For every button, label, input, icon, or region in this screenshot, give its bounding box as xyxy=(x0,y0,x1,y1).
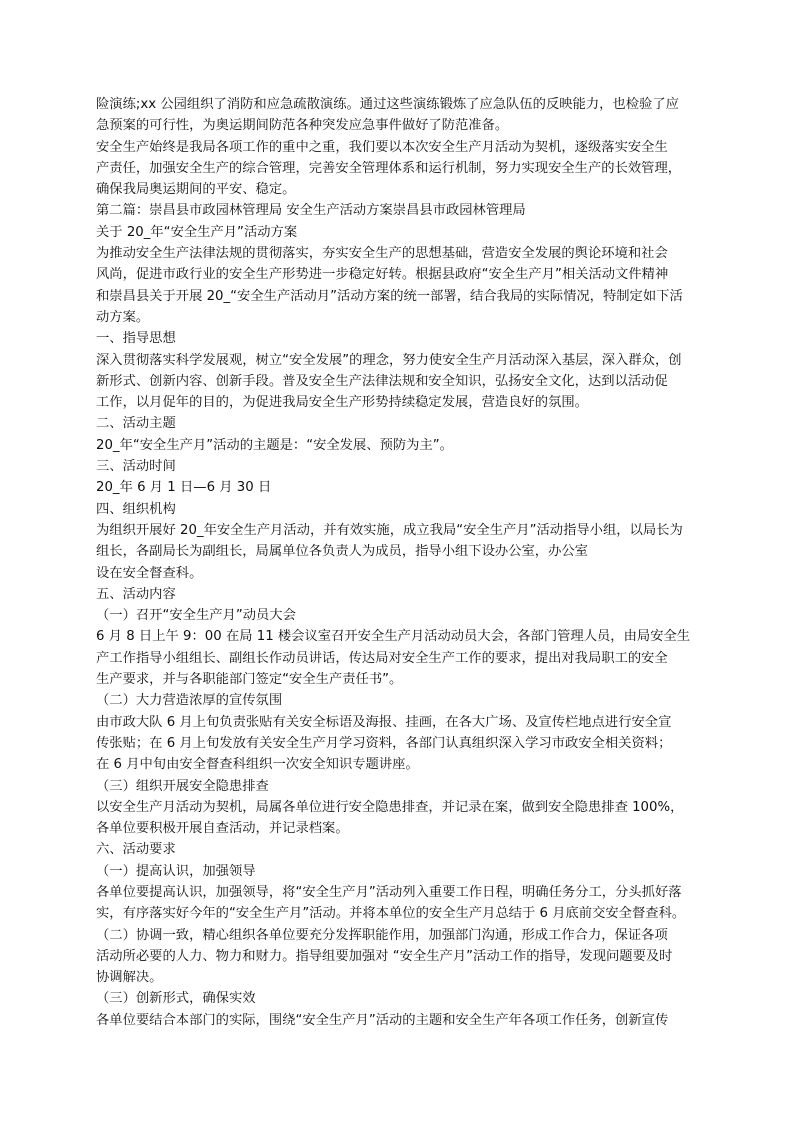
text-line: 组长，各副局长为副组长，局属单位各负责人为成员，指导小组下设办公室，办公室 xyxy=(96,544,588,560)
text-line: 设在安全督查科。 xyxy=(96,565,203,581)
text-line: 各单位要提高认识，加强领导，将“安全生产月”活动列入重要工作日程，明确任务分工，分头抓好落 xyxy=(96,884,682,900)
text-line: 活动所必要的人力、物力和财力。指导组要加强对 “安全生产月”活动工作的指导，发现问题要及时 xyxy=(96,948,673,964)
text-line: 安全生产始终是我局各项工作的重中之重，我们要以本次安全生产月活动为契机，逐级落实安全生 xyxy=(96,139,668,155)
text-line: 三、活动时间 xyxy=(96,459,176,475)
text-line: 五、活动内容 xyxy=(96,586,176,602)
text-line: 以安全生产月活动为契机，局属各单位进行安全隐患排查，并记录在案，做到安全隐患排查 100%， xyxy=(96,799,684,815)
document-page xyxy=(96,94,700,1031)
text-line: 风尚，促进市政行业的安全生产形势进一步稳定好转。根据县政府“安全生产月”相关活动文件精神 xyxy=(96,267,669,283)
text-line: 各单位要结合本部门的实际，围绕“安全生产月”活动的主题和安全生产年各项工作任务，创新宣传 xyxy=(96,1012,669,1028)
text-line: 生产要求，并与各职能部门签定“安全生产责任书”。 xyxy=(96,672,403,688)
text-line: （二）大力营造浓厚的宣传氛围 xyxy=(96,693,283,709)
text-line: 工作，以月促年的目的，为促进我局安全生产形势持续稳定发展，营造良好的氛围。 xyxy=(96,395,588,411)
text-line: 关于 20_年“安全生产月”活动方案 xyxy=(96,224,298,240)
text-line: 险演练;xx 公园组织了消防和应急疏散演练。通过这些演练锻炼了应急队伍的反映能力，也检验了应 xyxy=(96,97,679,112)
text-line: 深入贯彻落实科学发展观，树立“安全发展”的理念，努力使安全生产月活动深入基层，深入群众，创 xyxy=(96,352,682,368)
text-line: （一）召开“安全生产月”动员大会 xyxy=(96,608,296,624)
text-line: （一）提高认识，加强领导 xyxy=(96,863,256,879)
text-line: （三）创新形式，确保实效 xyxy=(96,991,256,1007)
text-line: 确保我局奥运期间的平安、稳定。 xyxy=(96,182,296,198)
text-line: 实，有序落实好今年的“安全生产月”活动。并将本单位的安全生产月总结于 6 月底前交安全督查科。 xyxy=(96,906,686,922)
text-line: 协调解决。 xyxy=(96,970,163,986)
text-line: 产工作指导小组组长、副组长作动员讲话，传达局对安全生产工作的要求，提出对我局职工的安全 xyxy=(96,650,668,666)
text-line: 在 6 月中旬由安全督查科组织一次安全知识专题讲座。 xyxy=(96,757,419,773)
text-line: 新形式、创新内容、创新手段。普及安全生产法律法规和安全知识，弘扬安全文化，达到以活动促 xyxy=(96,373,668,389)
text-line: 各单位要积极开展自查活动，并记录档案。 xyxy=(96,821,349,837)
text-line: 动方案。 xyxy=(96,309,150,325)
text-line: 产责任，加强安全生产的综合管理，完善安全管理体系和运行机制，努力实现安全生产的长效管理， xyxy=(96,160,682,176)
text-line: 20_年 6 月 1 日—6 月 30 日 xyxy=(96,480,272,496)
text-line: 为推动安全生产法律法规的贯彻落实，夯实安全生产的思想基础，营造安全发展的舆论环境和社会 xyxy=(96,246,668,262)
text-line: 和崇昌县关于开展 20_“安全生产活动月”活动方案的统一部署，结合我局的实际情况，特制定如下活 xyxy=(96,288,683,304)
text-line: 6 月 8 日上午 9：00 在局 11 楼会议室召开安全生产月活动动员大会，各部门管理人员，由局安全生 xyxy=(96,629,691,645)
text-line: 20_年“安全生产月”活动的主题是：“安全发展、预防为主”。 xyxy=(96,437,453,453)
text-line: 四、组织机构 xyxy=(96,501,176,517)
text-line: （二）协调一致，精心组织各单位要充分发挥职能作用，加强部门沟通，形成工作合力，保证各项 xyxy=(96,927,668,943)
text-line: 为组织开展好 20_年安全生产月活动，并有效实施，成立我局“安全生产月”活动指导小组，以局长为 xyxy=(96,522,683,538)
text-line: 二、活动主题 xyxy=(96,416,176,432)
text-line: 第二篇：崇昌县市政园林管理局 安全生产活动方案崇昌县市政园林管理局 xyxy=(96,203,526,219)
text-line: 急预案的可行性，为奥运期间防范各种突发应急事件做好了防范准备。 xyxy=(96,118,509,134)
text-line: 传张贴；在 6 月上旬发放有关安全生产月学习资料，各部门认真组织深入学习市政安全相关资料； xyxy=(96,735,672,751)
text-line: 由市政大队 6 月上旬负责张贴有关安全标语及海报、挂画，在各大广场、及宣传栏地点进行安全宣 xyxy=(96,714,672,730)
text-line: （三）组织开展安全隐患排查 xyxy=(96,778,269,794)
text-line: 六、活动要求 xyxy=(96,842,176,858)
text-line: 一、指导思想 xyxy=(96,331,176,347)
